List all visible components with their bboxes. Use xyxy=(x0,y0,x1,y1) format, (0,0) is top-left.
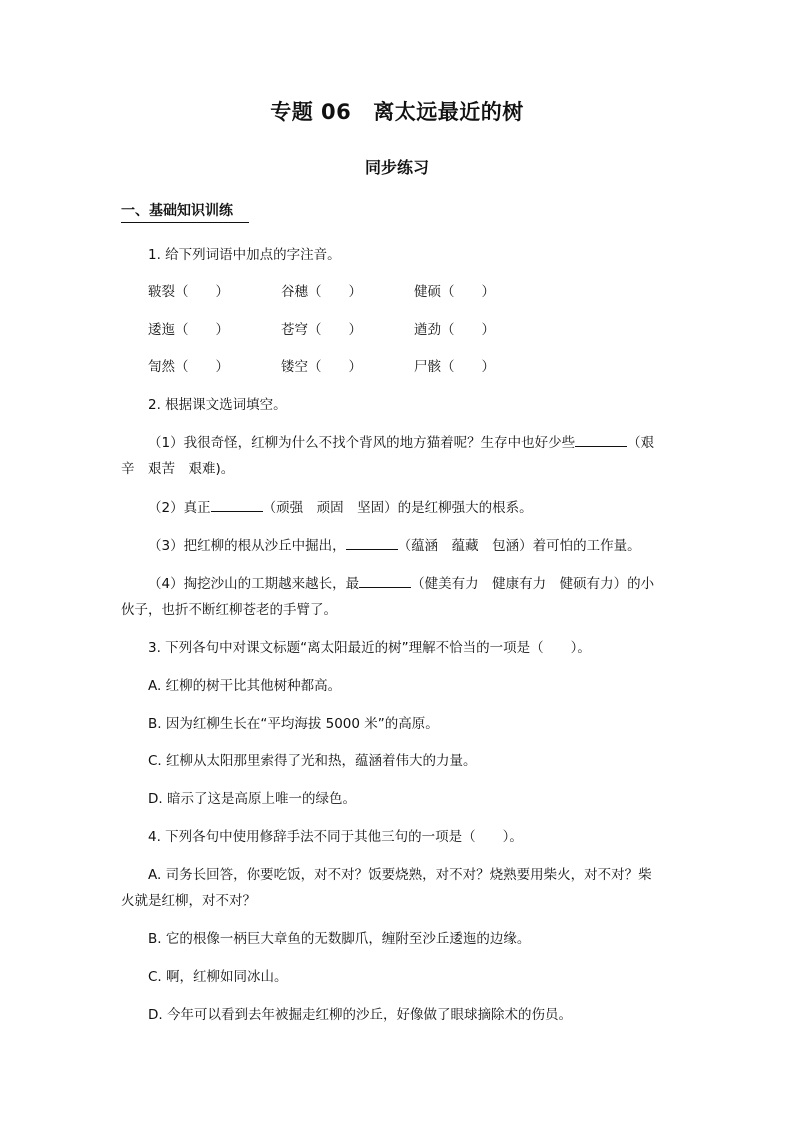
q2-s4-continuation: 伙子，也折不断红柳苍老的手臂了。 xyxy=(121,602,337,618)
q2-s1-blank xyxy=(575,434,627,447)
q4-stem: 4. 下列各句中使用修辞手法不同于其他三句的一项是（ ）。 xyxy=(148,829,523,845)
q1-word: 遒劲（ ） xyxy=(414,322,495,338)
q2-s3-text: （3）把红柳的根从沙丘中掘出， xyxy=(148,538,346,554)
q2-sentence-1 xyxy=(148,431,654,451)
q2-s4-blank xyxy=(359,575,411,588)
q4-option-a-continuation: 火就是红柳，对不对？ xyxy=(121,893,256,909)
q3-option-d: D. 暗示了这是高原上唯一的绿色。 xyxy=(148,791,356,807)
q4-option-d: D. 今年可以看到去年被掘走红柳的沙丘，好像做了眼球摘除术的伤员。 xyxy=(148,1007,572,1023)
section-heading: 一、基础知识训练 xyxy=(121,200,249,223)
q4-option-c: C. 啊，红柳如同冰山。 xyxy=(148,969,288,985)
q2-sentence-4 xyxy=(148,572,654,592)
q4-option-a: A. 司务长回答，你要吃饭，对不对？饭要烧熟，对不对？烧熟要用柴火，对不对？柴 xyxy=(148,867,652,883)
q2-s3-options: （蕴涵 蕴藏 包涵）着可怕的工作量。 xyxy=(397,538,641,554)
page-title xyxy=(0,96,794,126)
page-subtitle: 同步练习 xyxy=(364,158,429,177)
q1-word: 苍穹（ ） xyxy=(281,322,362,338)
q2-s2-blank xyxy=(211,499,263,512)
q1-word: 健硕（ ） xyxy=(414,284,495,300)
q2-s4-options: （健美有力 健康有力 健硕有力）的小 xyxy=(411,576,655,592)
q1-stem: 1. 给下列词语中加点的字注音。 xyxy=(148,247,341,263)
q2-s1-options: （艰 xyxy=(627,435,655,451)
q3-option-b: B. 因为红柳生长在“平均海拔 5000 米”的高原。 xyxy=(148,716,439,732)
q2-sentence-3 xyxy=(148,534,641,554)
q1-word: 逶迤（ ） xyxy=(148,322,229,338)
q3-option-c: C. 红柳从太阳那里索得了光和热，蕴涵着伟大的力量。 xyxy=(148,753,477,769)
q2-sentence-2 xyxy=(148,496,533,516)
q3-stem: 3. 下列各句中对课文标题“离太阳最近的树”理解不恰当的一项是（ ）。 xyxy=(148,640,591,656)
title-lesson-name: 离太远最近的树 xyxy=(373,100,524,124)
q2-s2-text: （2）真正 xyxy=(148,500,211,516)
q1-word: 訇然（ ） xyxy=(148,359,229,375)
q3-option-a: A. 红柳的树干比其他树种都高。 xyxy=(148,678,342,694)
q2-s3-blank xyxy=(346,537,398,550)
q1-word: 谷穗（ ） xyxy=(281,284,362,300)
q4-option-b: B. 它的根像一柄巨大章鱼的无数脚爪，缠附至沙丘逶迤的边缘。 xyxy=(148,931,531,947)
q2-s2-options: （顽强 顽固 坚固）的是红柳强大的根系。 xyxy=(262,500,533,516)
q1-word: 皲裂（ ） xyxy=(148,284,229,300)
q2-s4-text: （4）掏挖沙山的工期越来越长，最 xyxy=(148,576,360,592)
title-topic-number: 专题 06 xyxy=(270,100,352,124)
q2-s1-text: （1）我很奇怪，红柳为什么不找个背风的地方猫着呢？生存中也好少些 xyxy=(148,435,576,451)
q2-s1-continuation: 辛 艰苦 艰难)。 xyxy=(121,461,235,477)
q1-word: 尸骸（ ） xyxy=(414,359,495,375)
q2-stem: 2. 根据课文选词填空。 xyxy=(148,397,287,413)
q1-word: 镂空（ ） xyxy=(281,359,362,375)
